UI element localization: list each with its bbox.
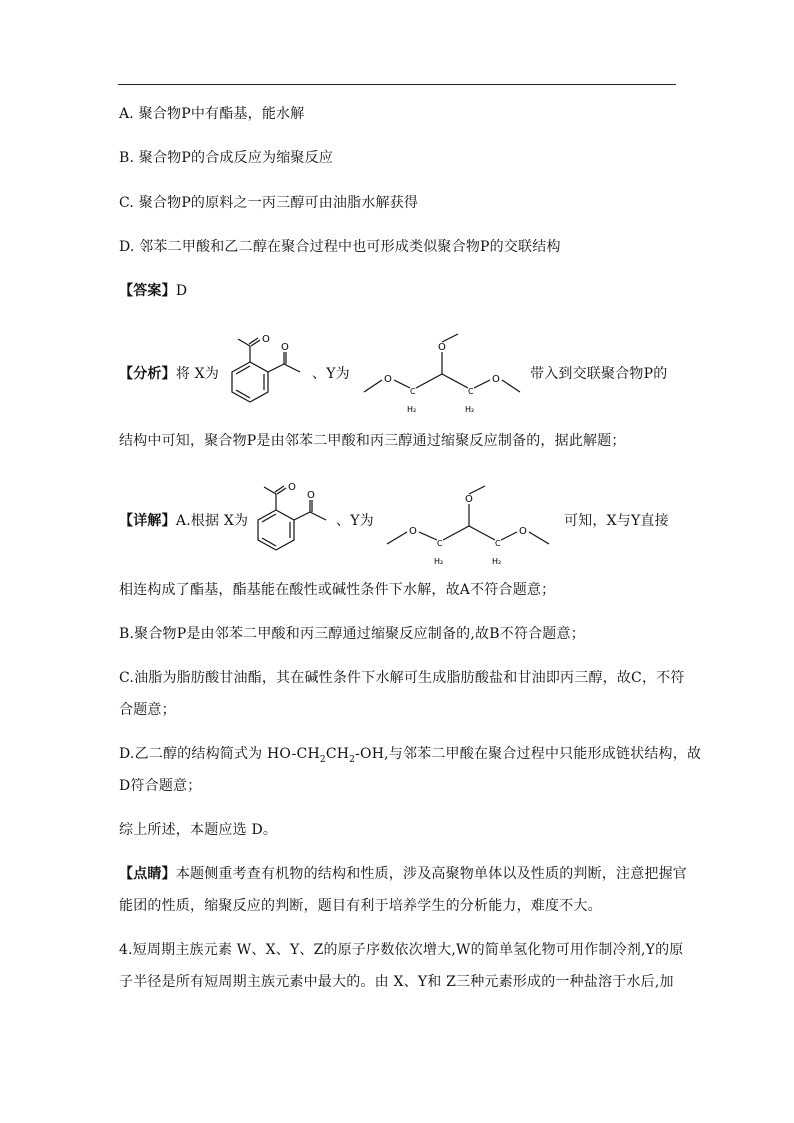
- question4-line-1: 4.短周期主族元素 W、X、Y、Z的原子序数依次增大,W的简单氢化物可用作制冷剂,Y的原: [119, 942, 684, 958]
- analysis-label: 【分析】: [119, 366, 176, 382]
- atom-c-label: C: [410, 387, 416, 396]
- h2-label: H₂: [407, 405, 417, 414]
- molecule-y-structure: [383, 478, 553, 568]
- analysis-line-1: [119, 364, 219, 384]
- molecule-x-structure: [250, 478, 342, 564]
- detail-label: 【详解】: [119, 513, 176, 529]
- analysis-text-1: 将 X为: [175, 366, 220, 382]
- analysis-text-2: 、Y为: [312, 366, 350, 382]
- answer-label: 【答案】: [119, 283, 176, 299]
- detail-d-line-1: [119, 744, 701, 770]
- detail-text-2: 、Y为: [336, 513, 374, 529]
- h2-label: H₂: [492, 557, 502, 566]
- option-a: A. 聚合物P中有酯基，能水解: [119, 106, 305, 122]
- atom-o-label: O: [409, 526, 417, 537]
- subscript: 2: [349, 754, 356, 765]
- detail-text-1: A.根据 X为: [175, 513, 249, 529]
- h2-label: H₂: [465, 405, 475, 414]
- comment-line-2: 能团的性质，缩聚反应的判断，题目有利于培养学生的分析能力，难度不大。: [119, 898, 602, 914]
- subscript: 2: [319, 754, 326, 765]
- answer-value: D: [175, 283, 188, 299]
- atom-o-label: O: [519, 526, 527, 537]
- atom-o-label: O: [438, 342, 446, 353]
- detail-c-line-2: 合题意；: [119, 702, 176, 718]
- comment-text-1: 本题侧重考查有机物的结构和性质，涉及高聚物单体以及性质的判断，注意把握官: [175, 866, 688, 882]
- detail-d-text-mid: CH: [325, 746, 350, 762]
- molecule-y-structure: [360, 328, 525, 416]
- atom-c-label: C: [468, 387, 474, 396]
- h2-label: H₂: [434, 557, 444, 566]
- atom-o-label: O: [307, 490, 315, 501]
- top-rule: [118, 84, 676, 85]
- atom-c-label: C: [495, 539, 501, 548]
- detail-d-text-pre: D.乙二醇的结构简式为 HO-CH: [119, 746, 320, 762]
- detail-line-2: 相连构成了酯基，酯基能在酸性或碱性条件下水解，故A不符合题意；: [119, 582, 556, 598]
- analysis-text-3: 带入到交联聚合物P的: [530, 366, 668, 382]
- atom-o-label: O: [492, 374, 500, 385]
- option-b: B. 聚合物P的合成反应为缩聚反应: [119, 150, 334, 166]
- detail-b: B.聚合物P是由邻苯二甲酸和丙三醇通过缩聚反应制备的,故B不符合题意；: [119, 626, 585, 642]
- answer-line: [119, 281, 187, 301]
- analysis-line-2: 结构中可知，聚合物P是由邻苯二甲酸和丙三醇通过缩聚反应制备的，据此解题；: [119, 433, 626, 449]
- comment-label: 【点睛】: [119, 866, 176, 882]
- detail-d-text-post: -OH,与邻苯二甲酸在聚合过程中只能形成链状结构，故: [355, 746, 702, 762]
- question4-line-2: 子半径是所有短周期主族元素中最大的。由 X、Y和 Z三种元素形成的一种盐溶于水后,加: [119, 974, 674, 990]
- atom-o-label: O: [281, 342, 289, 353]
- atom-c-label: C: [437, 539, 443, 548]
- atom-o-label: O: [262, 334, 270, 345]
- atom-o-label: O: [288, 482, 296, 493]
- detail-d-line-2: D符合题意；: [119, 778, 202, 794]
- detail-line-1: [119, 511, 248, 531]
- comment-line-1: [119, 864, 687, 884]
- detail-c-line-1: C.油脂为脂肪酸甘油酯，其在碱性条件下水解可生成脂肪酸盐和甘油即丙三醇，故C，不符: [119, 670, 685, 686]
- option-d: D. 邻苯二甲酸和乙二醇在聚合过程中也可形成类似聚合物P的交联结构: [119, 239, 561, 255]
- detail-text-3: 可知，X与Y直接: [564, 513, 669, 529]
- atom-o-label: O: [384, 374, 392, 385]
- atom-o-label: O: [465, 494, 473, 505]
- summary-line: 综上所述，本题应选 D。: [119, 822, 278, 838]
- molecule-x-structure: [224, 330, 316, 416]
- option-c: C. 聚合物P的原料之一丙三醇可由油脂水解获得: [119, 195, 419, 211]
